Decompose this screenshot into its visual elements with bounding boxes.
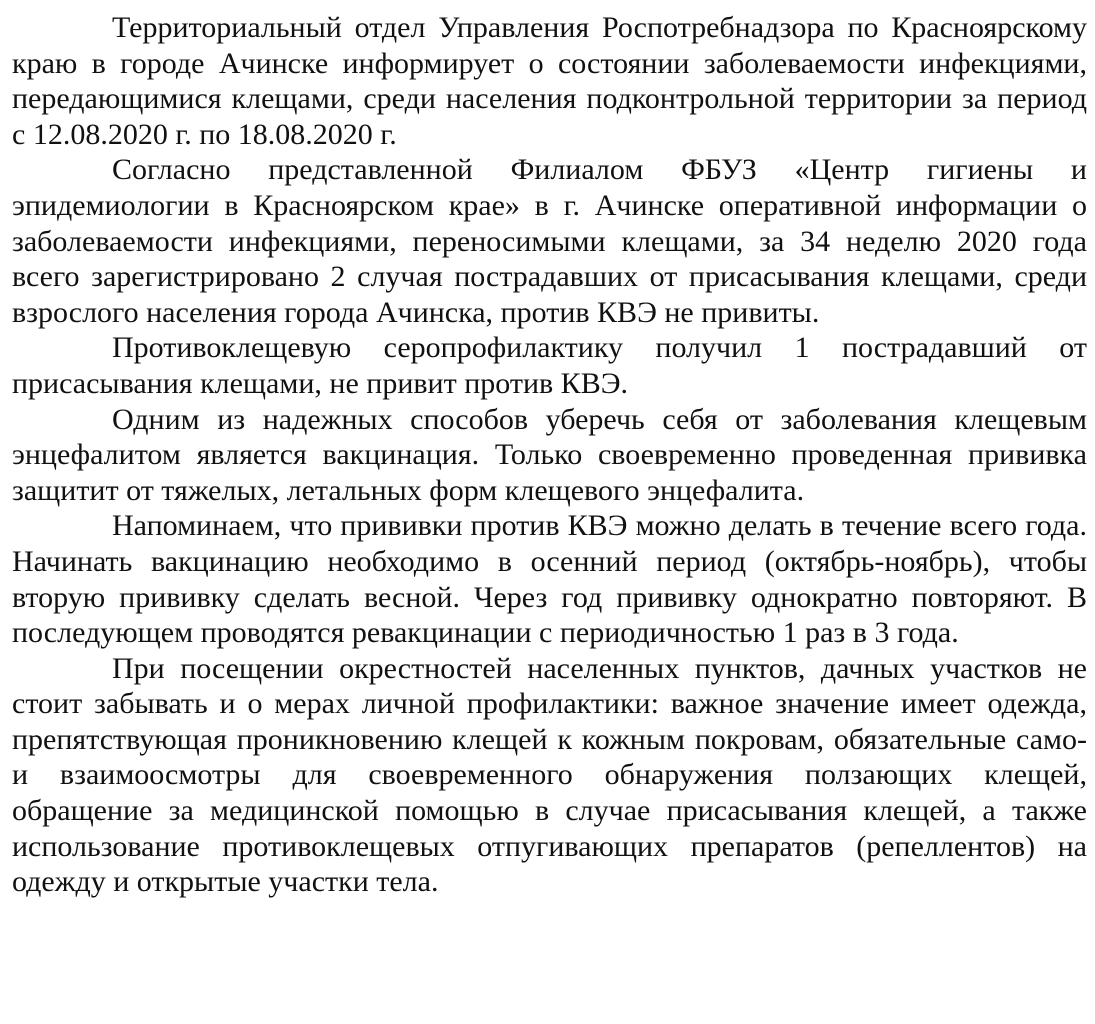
paragraph-vaccination: Одним из надежных способов уберечь себя от заболевания клещевым энцефалитом является вакцинация. Только своевременно проведенная прививка защитит от тяжелых, летальных форм клещевого энцефалита. bbox=[12, 402, 1087, 507]
paragraph-seroprophylaxis: Противоклещевую серопрофилактику получил 1 пострадавший от присасывания клещами, не привит против КВЭ. bbox=[12, 331, 1087, 400]
paragraph-operational-info: Согласно представленной Филиалом ФБУЗ «Центр гигиены и эпидемиологии в Красноярском крае» в г. Ачинске оперативной информации о заболеваемости инфекциями, переносимыми клещами, за 34 неделю 2020 года всего зарегистрировано 2 случая пострадавших от присасывания клещами, среди взрослого населения города Ачинска, против КВЭ не привиты. bbox=[12, 153, 1087, 329]
paragraph-vaccination-schedule: Напоминаем, что прививки против КВЭ можно делать в течение всего года. Начинать вакцинацию необходимо в осенний период (октябрь-ноябрь), чтобы вторую прививку сделать весной. Через год прививку однократно повторяют. В последующем проводятся ревакцинации с периодичностью 1 раз в 3 года. bbox=[12, 509, 1087, 650]
paragraph-personal-prevention: При посещении окрестностей населенных пунктов, дачных участков не стоит забывать и о мерах личной профилактики: важное значение имеет одежда, препятствующая проникновению клещей к кожным покровам, обязательные само- и взаимоосмотры для своевременного обнаружения ползающих клещей, обращение за медицинской помощью в случае присасывания клещей, а также использование противоклещевых отпугивающих препаратов (репеллентов) на одежду и открытые участки тела. bbox=[12, 651, 1087, 899]
paragraph-intro: Территориальный отдел Управления Роспотребнадзора по Красноярскому краю в городе Ачинске информирует о состоянии заболеваемости инфекциями, передающимися клещами, среди населения подконтрольной территории за период с 12.08.2020 г. по 18.08.2020 г. bbox=[12, 11, 1087, 151]
